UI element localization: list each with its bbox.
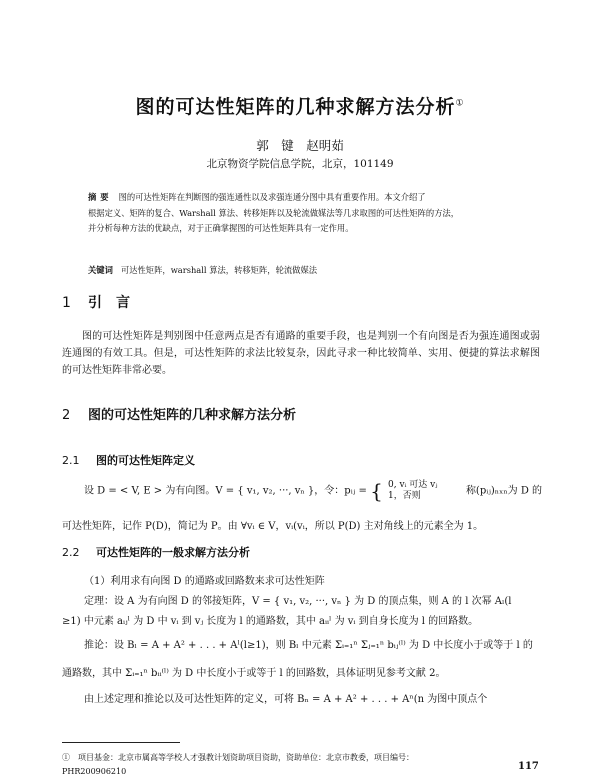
theorem-line: 定理：设 A 为有向图 D 的邻接矩阵，V = { v₁, v₂, ···, vₙ } 为 D 的顶点集，则 A 的 l 次幂 Aₗ(l <box>84 596 512 607</box>
subsection-heading-2-2: 2.2 可达性矩阵的一般求解方法分析 <box>62 546 250 559</box>
footnote-line: PHR200906210 <box>62 767 127 776</box>
abstract-label: 摘要 <box>88 192 113 202</box>
authors: 郭 键 赵明茹 <box>256 138 344 153</box>
method-1-title: （1）利用求有向图 D 的通路或回路数来求可达性矩阵 <box>84 576 325 587</box>
abstract <box>88 190 533 237</box>
paper-title: 图的可达性矩阵的几种求解方法分析① <box>135 96 465 118</box>
title-footnote-marker: ① <box>455 98 465 109</box>
corollary-line: 通路数，其中 Σᵢ₌₁ⁿ bᵢᵢ⁽ˡ⁾ 为 D 中长度小于或等于 l 的回路数，具体证明见参考文献 2。 <box>62 668 446 679</box>
footnote-line: ① 项目基金：北京市属高等学校人才强教计划资助项目资助，资助单位：北京市教委，项目编号： <box>62 753 414 762</box>
definition-line-2: 可达性矩阵，记作 P(D)，简记为 P。由 ∀vᵢ ∈ V，vᵢ(vᵢ，所以 P(D) 主对角线上的元素全为 1。 <box>62 521 484 532</box>
subsection-heading-2-1: 2.1 图的可达性矩阵定义 <box>62 454 195 467</box>
affiliation: 北京物资学院信息学院，北京，101149 <box>206 158 394 170</box>
abstract-line: 根据定义、矩阵的复合、Warshall 算法、转移矩阵以及轮流做媒法等几求取图的可达性矩阵的方法， <box>88 207 460 218</box>
page-number: 117 <box>518 761 539 772</box>
conclusion-line: 由上述定理和推论以及可达性矩阵的定义，可将 Bₙ = A + A² + . . . + Aⁿ(n 为图中顶点个 <box>84 694 488 705</box>
corollary-line: 推论：设 Bₗ = A + A² + . . . + Aˡ(l≥1)，则 Bₗ 中元素 Σᵢ₌₁ⁿ Σⱼ₌₁ⁿ bᵢⱼ⁽ˡ⁾ 为 D 中长度小于或等于 l 的 <box>84 640 533 651</box>
section-heading-1: 1 引 言 <box>62 295 130 311</box>
keywords-text: 可达性矩阵，warshall 算法，转移矩阵，轮流做媒法 <box>120 265 318 275</box>
definition-case-reachable: 0, vᵢ 可达 vⱼ <box>388 480 438 490</box>
definition-case-otherwise: 1，否则 <box>388 491 421 501</box>
abstract-line: 并分析每种方法的优缺点，对于正确掌握图的可达性矩阵具有一定作用。 <box>88 223 354 233</box>
footnote-divider <box>62 742 180 743</box>
section-1-paragraph: 图的可达性矩阵是判别图中任意两点是否有通路的重要手段，也是判别一个有向图是否为强连通图或弱连通图的有效工具。但是，可达性矩阵的求法比较复杂，因此寻求一种比较简单、实用、便捷的算法求解图的可达性矩阵非常必要。 <box>62 331 540 376</box>
abstract-line: 摘要 图的可达性矩阵在判断图的强连通性以及求强连通分图中具有重要作用。本文介绍了 <box>88 192 426 202</box>
keywords <box>88 264 533 276</box>
section-heading-2: 2 图的可达性矩阵的几种求解方法分析 <box>62 408 297 423</box>
theorem-line: ≥1) 中元素 aᵢⱼˡ 为 D 中 vᵢ 到 vⱼ 长度为 l 的通路数，其中 aᵢᵢˡ 为 vᵢ 到自身长度为 l 的回路数。 <box>62 616 479 627</box>
definition-line-1: 设 D = < V, E > 为有向图。V = { v₁, v₂, ···, vₙ }，令：pᵢⱼ = { 0, vᵢ 可达 vⱼ 1，否则 称(pᵢⱼ)ₙₓₙ为 D 的 <box>84 479 543 503</box>
keywords-label: 关键词 <box>88 265 113 275</box>
